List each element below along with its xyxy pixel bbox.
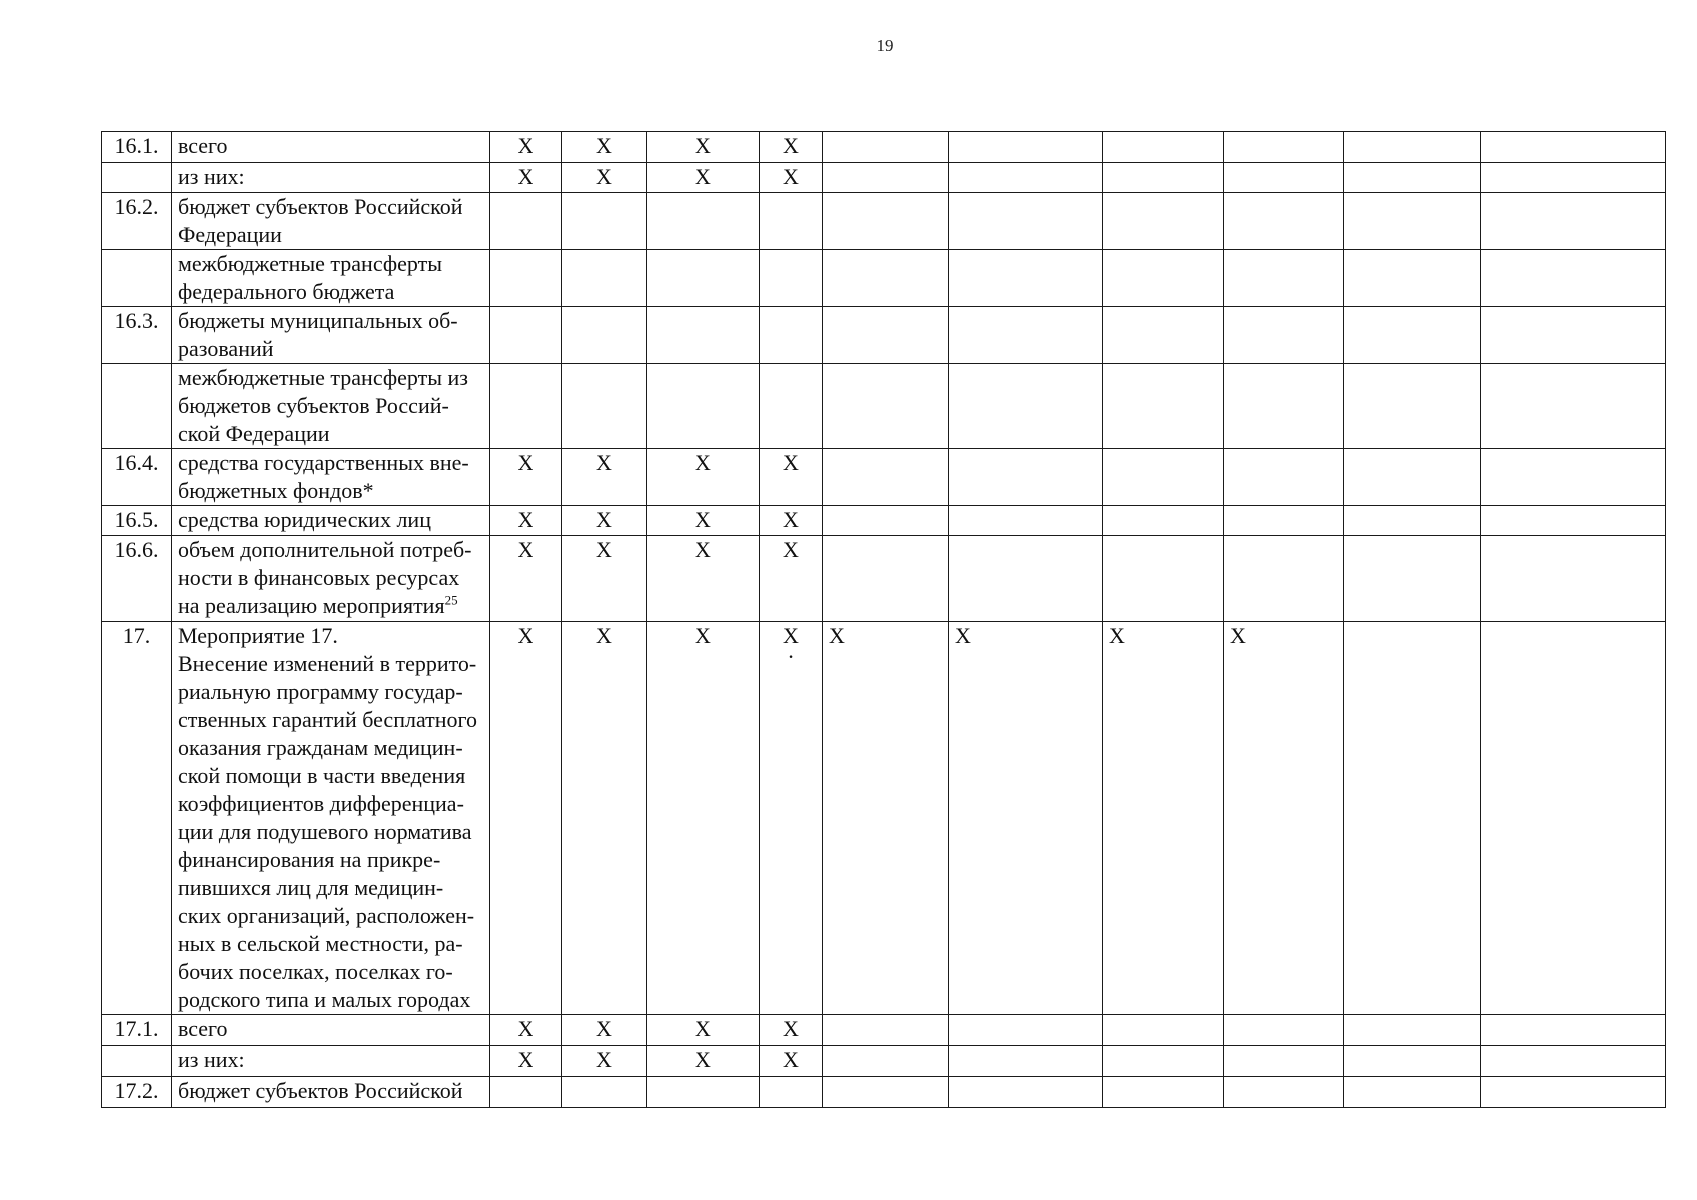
row-number: 17. — [102, 622, 172, 1015]
x-mark: X — [760, 1046, 823, 1077]
empty-cell — [1344, 1046, 1481, 1077]
x-mark: X — [490, 506, 562, 536]
empty-cell — [949, 506, 1103, 536]
empty-cell — [823, 536, 949, 622]
measure-title: Мероприятие 17. — [178, 623, 338, 648]
empty-cell — [760, 1077, 823, 1108]
x-mark: X — [760, 132, 823, 163]
x-mark: X — [562, 1046, 647, 1077]
empty-cell — [1481, 506, 1666, 536]
empty-cell — [823, 1015, 949, 1046]
table-row — [102, 622, 1666, 1015]
empty-cell — [823, 449, 949, 506]
x-mark: X — [760, 449, 823, 506]
x-mark: X — [647, 163, 760, 193]
x-mark: X — [647, 1015, 760, 1046]
x-mark: X — [562, 163, 647, 193]
empty-cell — [647, 364, 760, 449]
x-mark: X — [760, 163, 823, 193]
empty-cell — [1224, 132, 1344, 163]
empty-cell — [760, 307, 823, 364]
table-row — [102, 250, 1666, 307]
empty-cell — [1103, 163, 1224, 193]
empty-cell — [823, 250, 949, 307]
row-name — [172, 622, 490, 1015]
row-number — [102, 1046, 172, 1077]
empty-cell — [949, 1015, 1103, 1046]
row-number: 17.1. — [102, 1015, 172, 1046]
empty-cell — [1103, 449, 1224, 506]
empty-cell — [1344, 1077, 1481, 1108]
page-number: 19 — [876, 36, 894, 55]
row-number — [102, 163, 172, 193]
empty-cell — [1224, 193, 1344, 250]
empty-cell — [490, 193, 562, 250]
empty-cell — [1344, 250, 1481, 307]
empty-cell — [1344, 536, 1481, 622]
table-row — [102, 1015, 1666, 1046]
empty-cell — [823, 163, 949, 193]
empty-cell — [1481, 307, 1666, 364]
empty-cell — [949, 193, 1103, 250]
empty-cell — [1224, 250, 1344, 307]
x-mark: X — [490, 449, 562, 506]
empty-cell — [562, 364, 647, 449]
empty-cell — [490, 364, 562, 449]
x-mark: X — [490, 536, 562, 622]
empty-cell — [490, 307, 562, 364]
empty-cell — [1103, 1046, 1224, 1077]
empty-cell — [949, 536, 1103, 622]
empty-cell — [1344, 622, 1481, 1015]
x-mark: X — [1224, 622, 1344, 1015]
row-number: 17.2. — [102, 1077, 172, 1108]
empty-cell — [949, 250, 1103, 307]
empty-cell — [949, 1077, 1103, 1108]
empty-cell — [1103, 536, 1224, 622]
x-mark: X — [647, 132, 760, 163]
table-row — [102, 364, 1666, 449]
empty-cell — [1481, 364, 1666, 449]
x-mark: X — [647, 506, 760, 536]
empty-cell — [1103, 1077, 1224, 1108]
row-name — [172, 536, 490, 622]
row-number: 16.1. — [102, 132, 172, 163]
row-name: из них: — [172, 1046, 490, 1077]
empty-cell — [1103, 250, 1224, 307]
x-mark: X — [490, 132, 562, 163]
x-mark: X — [647, 449, 760, 506]
x-mark-text: X — [783, 623, 799, 648]
x-mark: X — [562, 449, 647, 506]
row-number: 16.2. — [102, 193, 172, 250]
empty-cell — [562, 250, 647, 307]
x-mark: X — [760, 1015, 823, 1046]
empty-cell — [949, 132, 1103, 163]
empty-cell — [823, 364, 949, 449]
row-number: 16.3. — [102, 307, 172, 364]
empty-cell — [490, 250, 562, 307]
empty-cell — [1103, 193, 1224, 250]
empty-cell — [1481, 1046, 1666, 1077]
row-number: 16.6. — [102, 536, 172, 622]
empty-cell — [1103, 364, 1224, 449]
empty-cell — [1481, 536, 1666, 622]
empty-cell — [1224, 449, 1344, 506]
empty-cell — [823, 1077, 949, 1108]
empty-cell — [1481, 132, 1666, 163]
row-name: межбюджетные трансферты федерального бюджета — [172, 250, 490, 307]
row-name: средства государственных вне-бюджетных фондов* — [172, 449, 490, 506]
empty-cell — [760, 364, 823, 449]
empty-cell — [1224, 1046, 1344, 1077]
x-mark: X — [562, 1015, 647, 1046]
row-name: бюджет субъектов Российской — [172, 1077, 490, 1108]
x-mark: X — [490, 622, 562, 1015]
table-row — [102, 307, 1666, 364]
row-number — [102, 250, 172, 307]
empty-cell — [1224, 307, 1344, 364]
empty-cell — [760, 193, 823, 250]
empty-cell — [562, 307, 647, 364]
x-mark — [760, 622, 823, 1015]
table-row — [102, 506, 1666, 536]
x-mark: X — [490, 1015, 562, 1046]
table-row — [102, 449, 1666, 506]
table-row — [102, 1077, 1666, 1108]
measure-description: Внесение изменений в террито-риальную программу государ-ственных гарантий бесплатного оказания гражданам медицин-ской помощи в части введения коэффициентов дифференциа-ции для подушевого норматива финансирования на прикре-пившихся лиц для медицин-ских организаций, расположен-ных в сельской местности, ра-бочих поселках, поселках го-родского типа и малых городах — [178, 651, 478, 1012]
empty-cell — [647, 193, 760, 250]
table-row — [102, 132, 1666, 163]
empty-cell — [1481, 1015, 1666, 1046]
x-mark: X — [949, 622, 1103, 1015]
empty-cell — [949, 449, 1103, 506]
empty-cell — [949, 307, 1103, 364]
empty-cell — [1481, 1077, 1666, 1108]
row-name: всего — [172, 1015, 490, 1046]
x-mark: X — [562, 536, 647, 622]
row-number: 16.4. — [102, 449, 172, 506]
row-name: бюджет субъектов Российской Федерации — [172, 193, 490, 250]
empty-cell — [1481, 449, 1666, 506]
empty-cell — [647, 1077, 760, 1108]
x-mark: X — [760, 506, 823, 536]
empty-cell — [1103, 307, 1224, 364]
empty-cell — [1481, 163, 1666, 193]
x-mark: X — [760, 536, 823, 622]
financing-table — [101, 131, 1666, 1108]
empty-cell — [1224, 536, 1344, 622]
empty-cell — [1224, 506, 1344, 536]
row-name: из них: — [172, 163, 490, 193]
empty-cell — [1344, 193, 1481, 250]
x-mark: X — [823, 622, 949, 1015]
empty-cell — [949, 364, 1103, 449]
x-mark: X — [1103, 622, 1224, 1015]
row-name: бюджеты муниципальных об-разований — [172, 307, 490, 364]
row-name: всего — [172, 132, 490, 163]
table-row — [102, 193, 1666, 250]
x-mark: X — [562, 622, 647, 1015]
empty-cell — [823, 1046, 949, 1077]
row-name-text: объем дополнительной потреб-ности в финансовых ресурсах на реализацию мероприятия — [178, 537, 472, 618]
row-name: межбюджетные трансферты из бюджетов субъектов Россий-ской Федерации — [172, 364, 490, 449]
empty-cell — [647, 307, 760, 364]
row-number — [102, 364, 172, 449]
table-row — [102, 163, 1666, 193]
empty-cell — [1344, 449, 1481, 506]
stray-dot: · — [787, 644, 795, 669]
empty-cell — [1344, 1015, 1481, 1046]
empty-cell — [823, 132, 949, 163]
empty-cell — [1481, 250, 1666, 307]
empty-cell — [823, 307, 949, 364]
table-row — [102, 1046, 1666, 1077]
empty-cell — [949, 163, 1103, 193]
x-mark: X — [647, 622, 760, 1015]
empty-cell — [562, 193, 647, 250]
empty-cell — [1344, 364, 1481, 449]
x-mark: X — [562, 132, 647, 163]
empty-cell — [823, 193, 949, 250]
empty-cell — [760, 250, 823, 307]
empty-cell — [1224, 1077, 1344, 1108]
x-mark: X — [647, 1046, 760, 1077]
x-mark: X — [490, 1046, 562, 1077]
empty-cell — [490, 1077, 562, 1108]
empty-cell — [1344, 132, 1481, 163]
x-mark: X — [562, 506, 647, 536]
table-row — [102, 536, 1666, 622]
empty-cell — [1224, 364, 1344, 449]
x-mark: X — [490, 163, 562, 193]
empty-cell — [1103, 1015, 1224, 1046]
row-number: 16.5. — [102, 506, 172, 536]
empty-cell — [1103, 132, 1224, 163]
empty-cell — [1344, 163, 1481, 193]
empty-cell — [1103, 506, 1224, 536]
empty-cell — [949, 1046, 1103, 1077]
empty-cell — [562, 1077, 647, 1108]
empty-cell — [1344, 506, 1481, 536]
empty-cell — [1224, 1015, 1344, 1046]
x-mark: X — [647, 536, 760, 622]
footnote-ref: 25 — [444, 592, 458, 608]
empty-cell — [647, 250, 760, 307]
empty-cell — [1481, 193, 1666, 250]
row-name: средства юридических лиц — [172, 506, 490, 536]
empty-cell — [1224, 163, 1344, 193]
empty-cell — [1481, 622, 1666, 1015]
empty-cell — [823, 506, 949, 536]
empty-cell — [1344, 307, 1481, 364]
